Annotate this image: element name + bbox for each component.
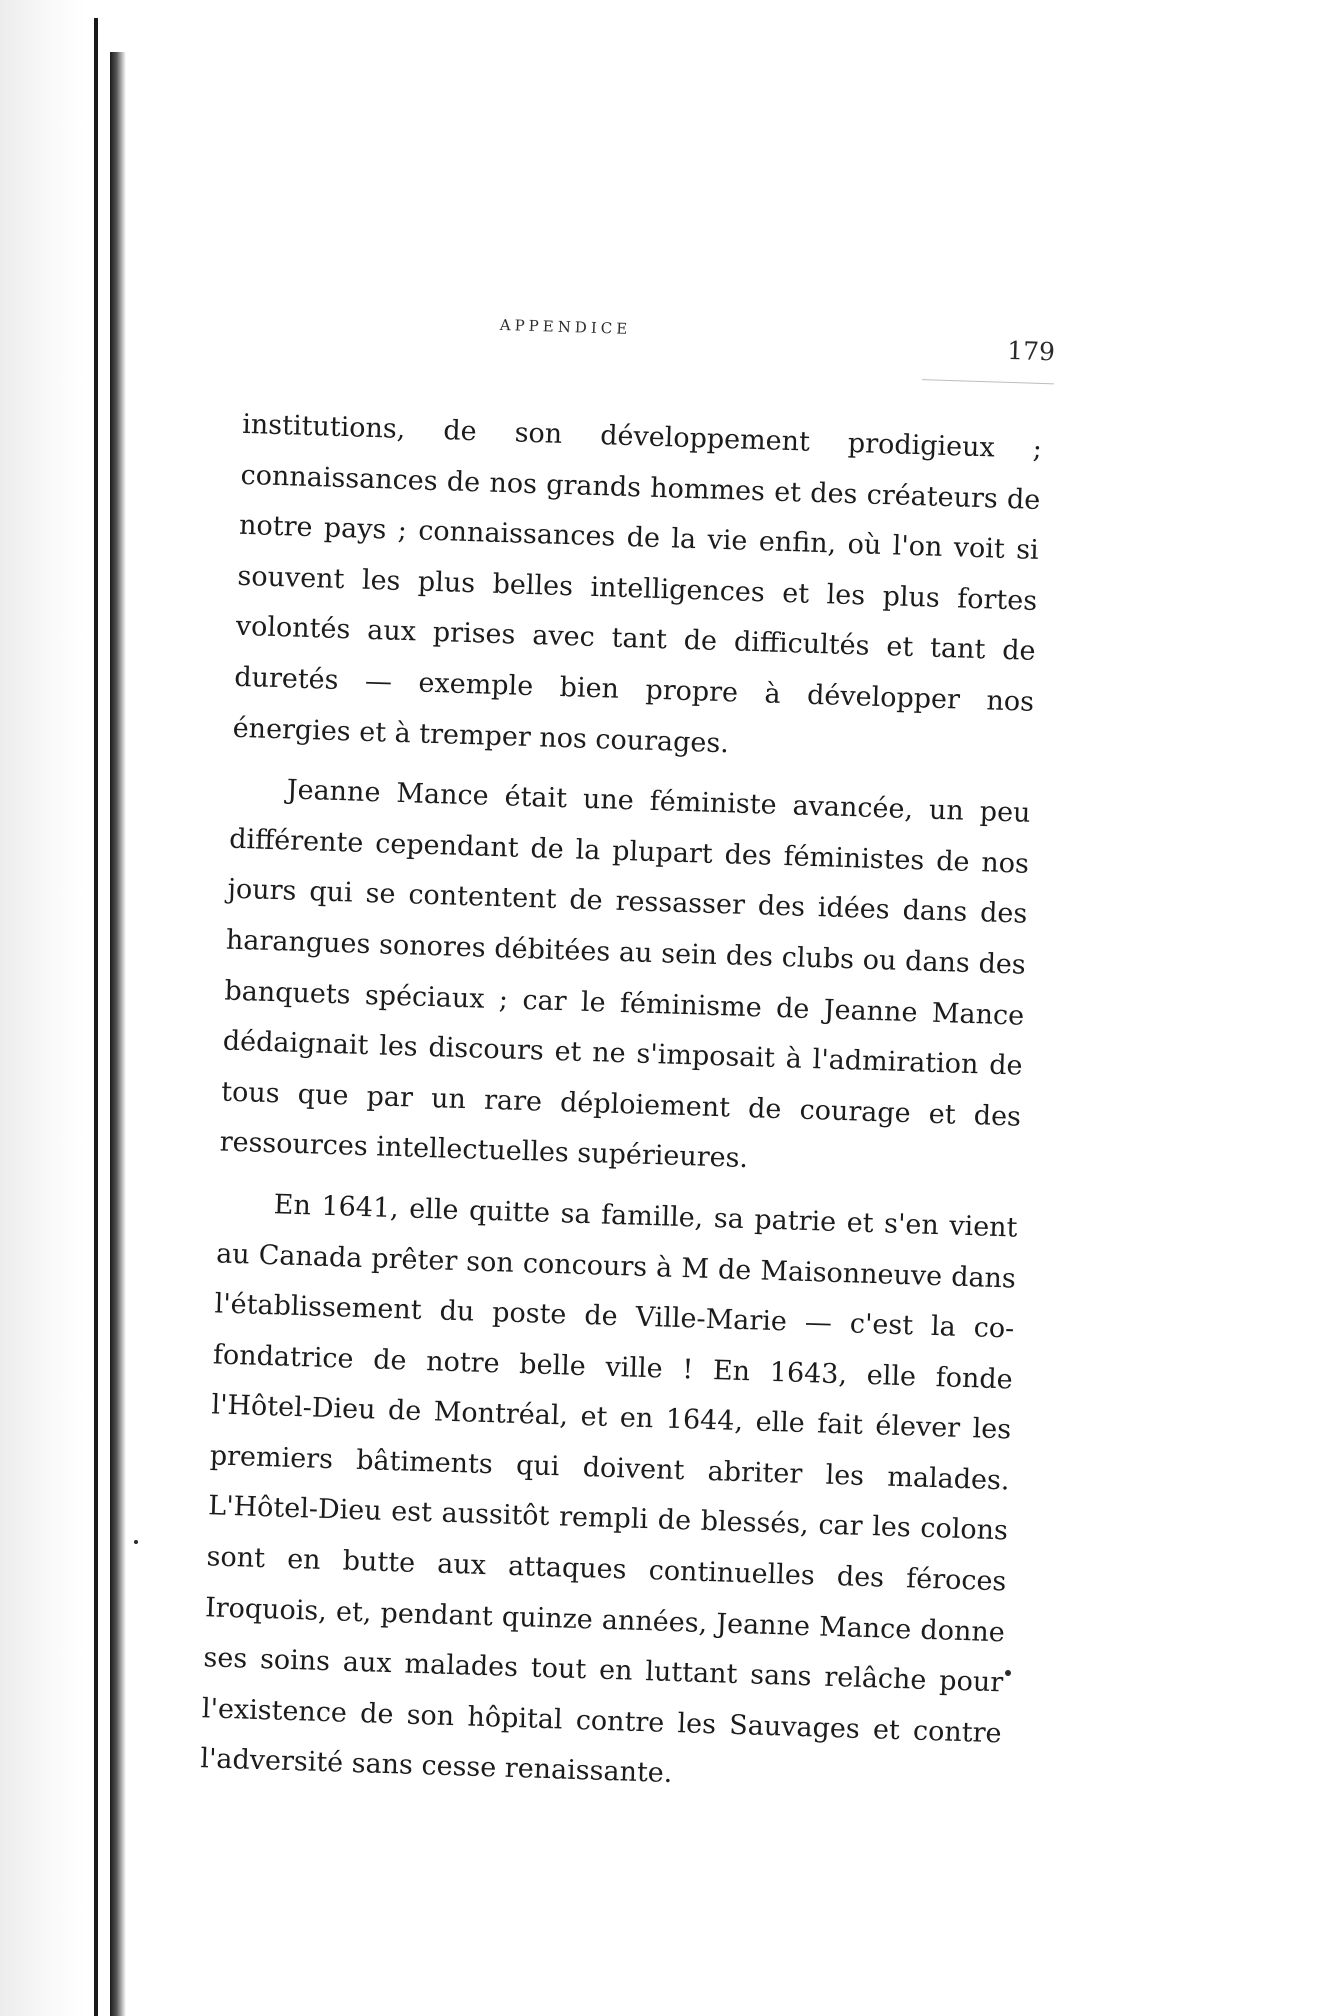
paragraph-2: Jeanne Mance était une féministe avancée, un peu différente cependant de la plupart des féministes de nos jours qui se contentent de ressasser des idées dans des harangues sonores débitées au sein des clubs ou dans des banquets spéciaux ; car le féminisme de Jeanne Mance dédaignait les discours et ne s'imposait à l'admiration de tous que par un rare déploiement de courage et des ressources intellectuelles supérieures. (219, 774, 1031, 1175)
facing-page-edge (0, 0, 92, 2016)
gutter-line (94, 18, 98, 2016)
header-rule (922, 379, 1054, 384)
scan-speck (1005, 1670, 1011, 1676)
book-page (160, 299, 1056, 1805)
gutter-shadow (110, 52, 126, 2016)
scan-speck (134, 1540, 138, 1544)
paragraph-1: institutions, de son développement prodigieux ; connaissances de nos grands hommes et des créateurs de notre pays ; connaissances de la vie enfin, où l'on voit si souvent les plus belles intelligences et les plus fortes volontés aux prises avec tant de difficultés et tant de duretés — exemple bien propre à développer nos énergies et à tremper nos courages. (232, 408, 1043, 759)
running-title: APPENDICE (499, 315, 632, 339)
page-number: 179 (1006, 335, 1056, 367)
body-text (199, 400, 1042, 1820)
paragraph-3: En 1641, elle quitte sa famille, sa patrie et s'en vient au Canada prêter son concours à M de Maisonneuve dans l'établissement du poste de Ville-Marie — c'est la co-fondatrice de notre belle ville ! En 1643, elle fonde l'Hôtel-Dieu de Montréal, et en 1644, elle fait élever les premiers bâtiments qui doivent abriter les malades. L'Hôtel-Dieu est aussitôt rempli de blessés, car les colons sont en butte aux attaques continuelles des féroces Iroquois, et, pendant quinze années, Jeanne Mance donne ses soins aux malades tout en luttant sans relâche pour l'existence de son hôpital contre les Sauvages et contre l'adversité sans cesse renaissante. (199, 1189, 1018, 1790)
running-head (205, 299, 1056, 366)
